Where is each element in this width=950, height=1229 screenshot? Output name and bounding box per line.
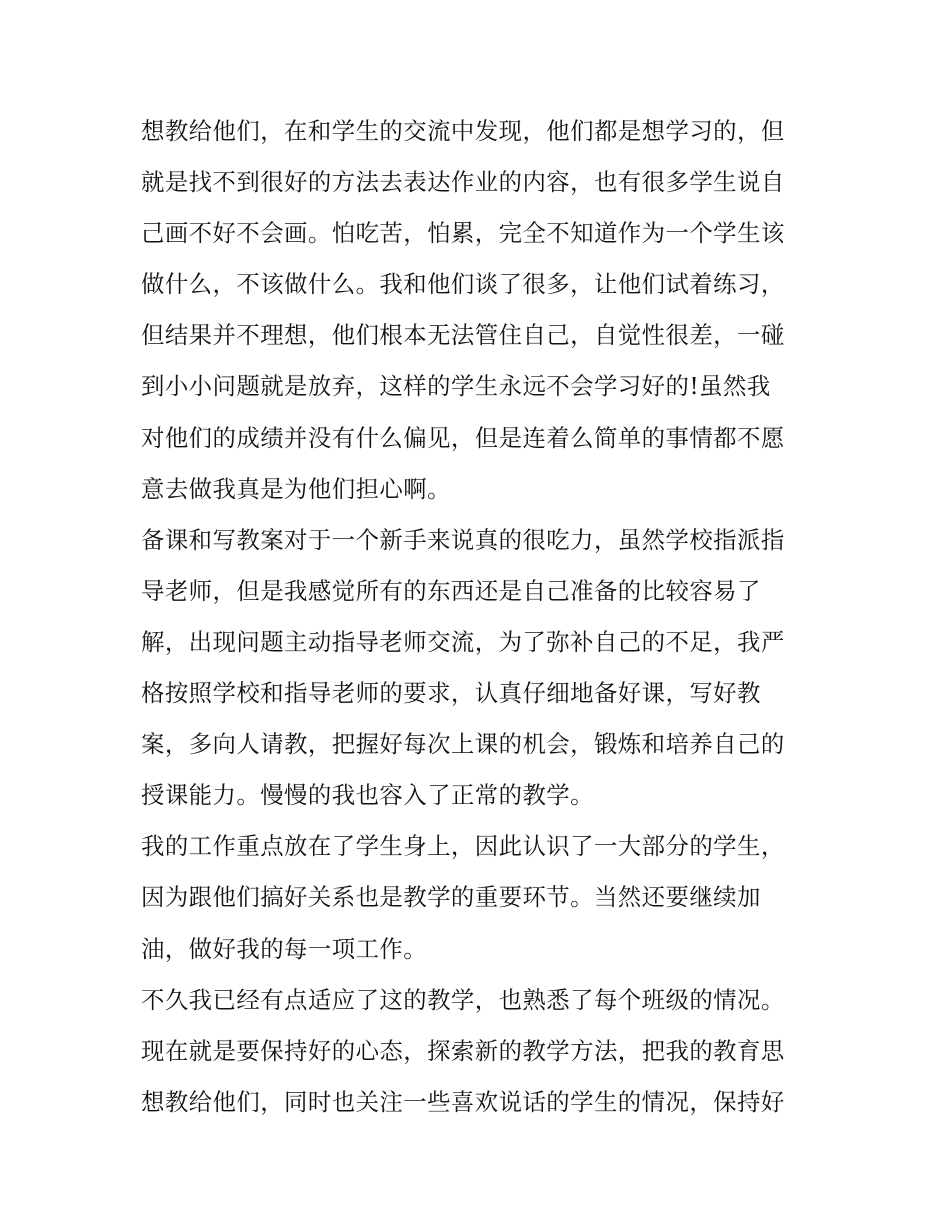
- text-line: 想教给他们，同时也关注一些喜欢说话的学生的情况，保持好: [141, 1087, 785, 1116]
- text-line: 对他们的成绩并没有什么偏见，但是连着么简单的事情都不愿: [141, 423, 785, 452]
- text-line: 意去做我真是为他们担心啊。: [141, 474, 451, 503]
- text-line: 己画不好不会画。怕吃苦，怕累，完全不知道作为一个学生该: [141, 219, 785, 248]
- text-line: 导老师，但是我感觉所有的东西还是自己准备的比较容易了: [141, 576, 761, 605]
- text-line: 不久我已经有点适应了这的教学，也熟悉了每个班级的情况。: [141, 985, 785, 1014]
- text-line: 我的工作重点放在了学生身上，因此认识了一大部分的学生，: [141, 832, 785, 861]
- text-line: 做什么，不该做什么。我和他们谈了很多，让他们试着练习，: [141, 270, 785, 299]
- text-line: 想教给他们，在和学生的交流中发现，他们都是想学习的，但: [141, 117, 785, 145]
- text-line: 到小小问题就是放弃，这样的学生永远不会学习好的!虽然我: [141, 372, 771, 401]
- text-line: 因为跟他们搞好关系也是教学的重要环节。当然还要继续加: [141, 883, 761, 912]
- body-text: [141, 106, 821, 1128]
- text-line: 油，做好我的每一项工作。: [141, 934, 428, 963]
- text-line: 但结果并不理想，他们根本无法管住自己，自觉性很差，一碰: [141, 321, 785, 350]
- text-line: 授课能力。慢慢的我也容入了正常的教学。: [141, 781, 594, 810]
- text-line: 现在就是要保持好的心态，探索新的教学方法，把我的教育思: [141, 1036, 785, 1065]
- text-line: 备课和写教案对于一个新手来说真的很吃力，虽然学校指派指: [141, 525, 785, 554]
- text-line: 案，多向人请教，把握好每次上课的机会，锻炼和培养自己的: [141, 730, 785, 759]
- text-line: 格按照学校和指导老师的要求，认真仔细地备好课，写好教: [141, 679, 761, 708]
- text-line: 就是找不到很好的方法去表达作业的内容，也有很多学生说自: [141, 168, 785, 197]
- text-line: 解，出现问题主动指导老师交流，为了弥补自己的不足，我严: [141, 627, 785, 656]
